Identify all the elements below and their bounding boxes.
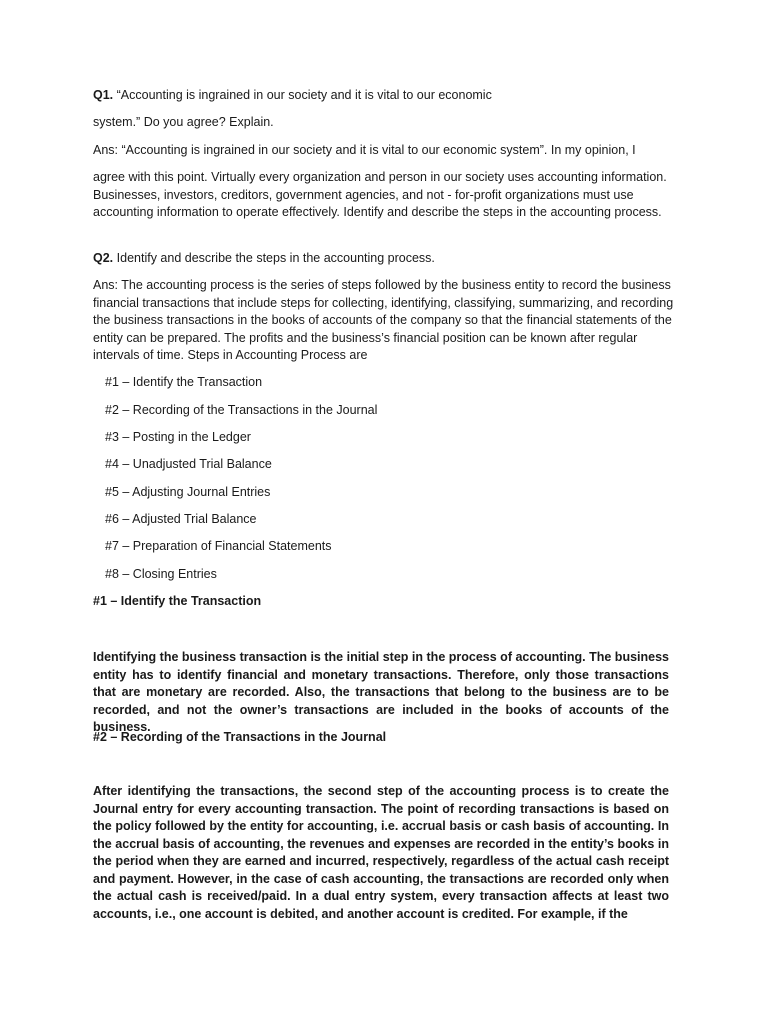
step-item-6: #6 – Adjusted Trial Balance	[105, 512, 257, 526]
section1-body: Identifying the business transaction is the initial step in the process of accounting. The business entity has to identify financial and monetary transactions. Therefore, only those transactions that are monetary are recorded. Also, the transactions that belong to the business are to be recorded, and not the owner’s transactions are included in the books of accounts of the business.	[93, 650, 669, 734]
step-item-3: #3 – Posting in the Ledger	[105, 430, 251, 444]
q1-question-line1	[93, 87, 683, 105]
q1-answer-line1: Ans: “Accounting is ingrained in our society and it is vital to our economic system”. In my opinion, I	[93, 143, 636, 157]
q1-question-line2: system.” Do you agree? Explain.	[93, 115, 274, 129]
q2-question	[93, 250, 683, 268]
q1-answer-body: agree with this point. Virtually every organization and person in our society uses accounting information. Businesses, investors, creditors, government agencies, and not - for-profit organizations must use accounting information to operate effectively. Identify and describe the steps in the accounting process.	[93, 170, 667, 219]
step-item-5: #5 – Adjusting Journal Entries	[105, 485, 271, 499]
section2-body: After identifying the transactions, the second step of the accounting process is to create the Journal entry for every accounting transaction. The point of recording transactions is based on the policy followed by the entity for accounting, i.e. accrual basis or cash basis of accounting. In the accrual basis of accounting, the revenues and expenses are recorded in the entity’s books in the period when they are earned and incurred, respectively, regardless of the actual cash receipt and payment. However, in the case of cash accounting, the transactions are recorded only when the actual cash is received/paid. In a dual entry system, every transaction affects at least two accounts, i.e., one account is debited, and another account is credited. For example, if the	[93, 784, 669, 921]
q1-label: Q1.	[93, 88, 114, 102]
step-item-7: #7 – Preparation of Financial Statements	[105, 539, 332, 553]
step-item-4: #4 – Unadjusted Trial Balance	[105, 457, 272, 471]
section2-heading: #2 – Recording of the Transactions in the Journal	[93, 730, 387, 744]
q2-question-text: Identify and describe the steps in the accounting process.	[116, 251, 435, 265]
step-item-2: #2 – Recording of the Transactions in the Journal	[105, 403, 378, 417]
q2-label: Q2.	[93, 251, 114, 265]
section1-heading: #1 – Identify the Transaction	[93, 594, 262, 608]
q2-answer-body: Ans: The accounting process is the series of steps followed by the business entity to record the business financial transactions that include steps for collecting, identifying, classifying, summarizing, and recording the business transactions in the books of accounts of the company so that the financial statements of the entity can be prepared. The profits and the business’s financial position can be known after regular intervals of time. Steps in Accounting Process are	[93, 278, 674, 362]
step-item-8: #8 – Closing Entries	[105, 567, 217, 581]
q1-question-text: “Accounting is ingrained in our society and it is vital to our economic	[116, 88, 492, 102]
step-item-1: #1 – Identify the Transaction	[105, 375, 263, 389]
